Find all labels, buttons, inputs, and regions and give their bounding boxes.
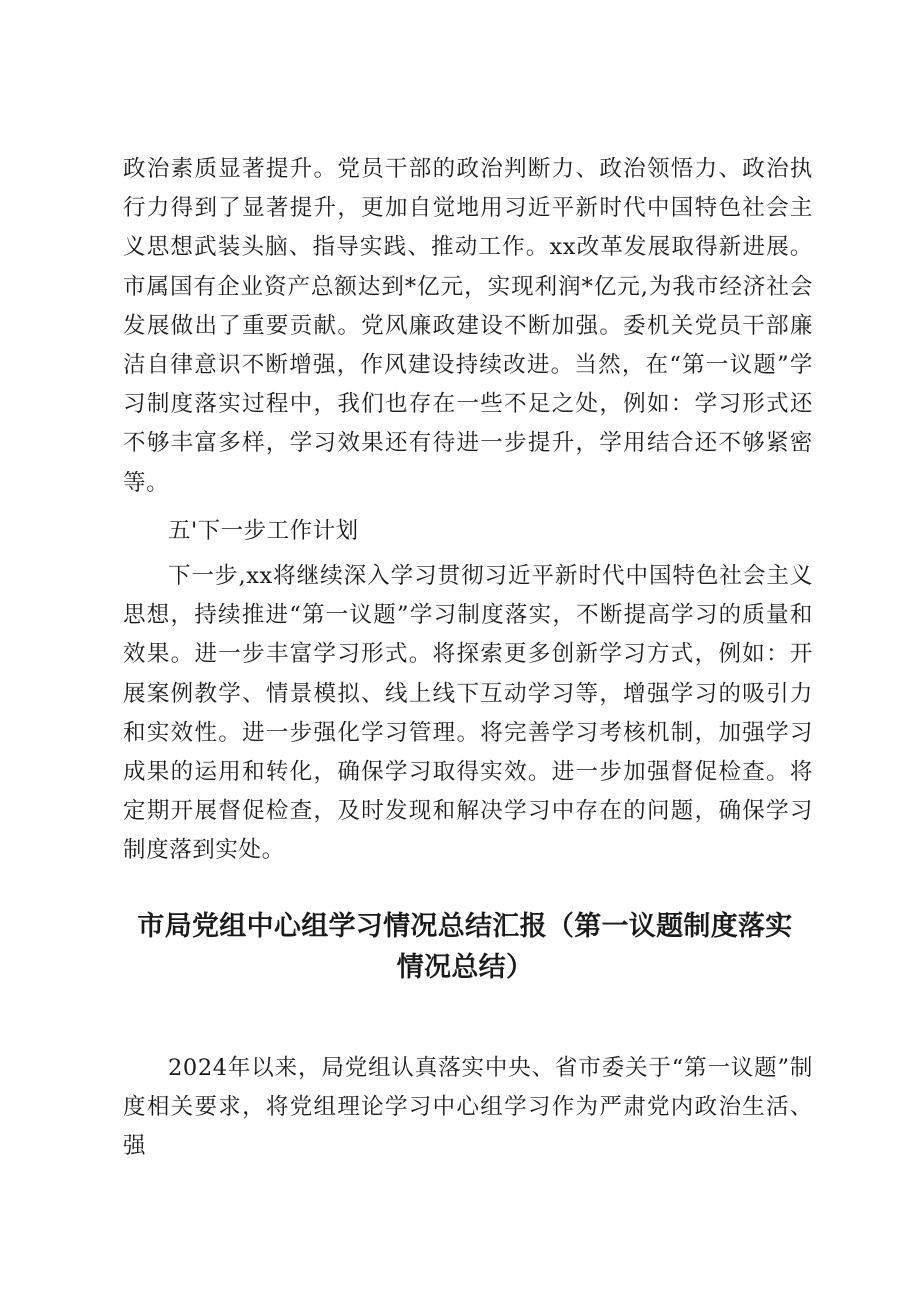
- document-title: 市局党组中心组学习情况总结汇报（第一议题制度落实情况总结）: [137, 911, 793, 983]
- body-paragraph-results: 政治素质显著提升。党员干部的政治判断力、政治领悟力、政治执行力得到了显著提升，更加自觉地用习近平新时代中国特色社会主义思想武装头脑、指导实践、推动工作。xx改革发展取得新进展。市属国有企业资产总额达到*亿元，实现利润*亿元,为我市经济社会发展做出了重要贡献。党风廉政建设不断加强。委机关党员干部廉洁自律意识不断增强，作风建设持续改进。当然，在“第一议题”学习制度落实过程中，我们也存在一些不足之处，例如：学习形式还不够丰富多样，学习效果还有待进一步提升，学用结合还不够紧密等。: [123, 156, 813, 496]
- body-paragraph-next-steps: 下一步,xx将继续深入学习贯彻习近平新时代中国特色社会主义思想，持续推进“第一议题”学习制度落实，不断提高学习的质量和效果。进一步丰富学习形式。将探索更多创新学习方式，例如：开展案例教学、情景模拟、线上线下互动学习等，增强学习的吸引力和实效性。进一步强化学习管理。将完善学习考核机制，加强学习成果的运用和转化，确保学习取得实效。进一步加强督促检查。将定期开展督促检查，及时发现和解决学习中存在的问题，确保学习制度落到实处。: [123, 563, 813, 864]
- body-paragraph-intro: 2024年以来，局党组认真落实中央、省市委关于“第一议题”制度相关要求，将党组理论学习中心组学习作为严肃党内政治生活、强: [123, 1055, 813, 1160]
- section-heading-next-steps: 五'下一步工作计划: [168, 518, 359, 544]
